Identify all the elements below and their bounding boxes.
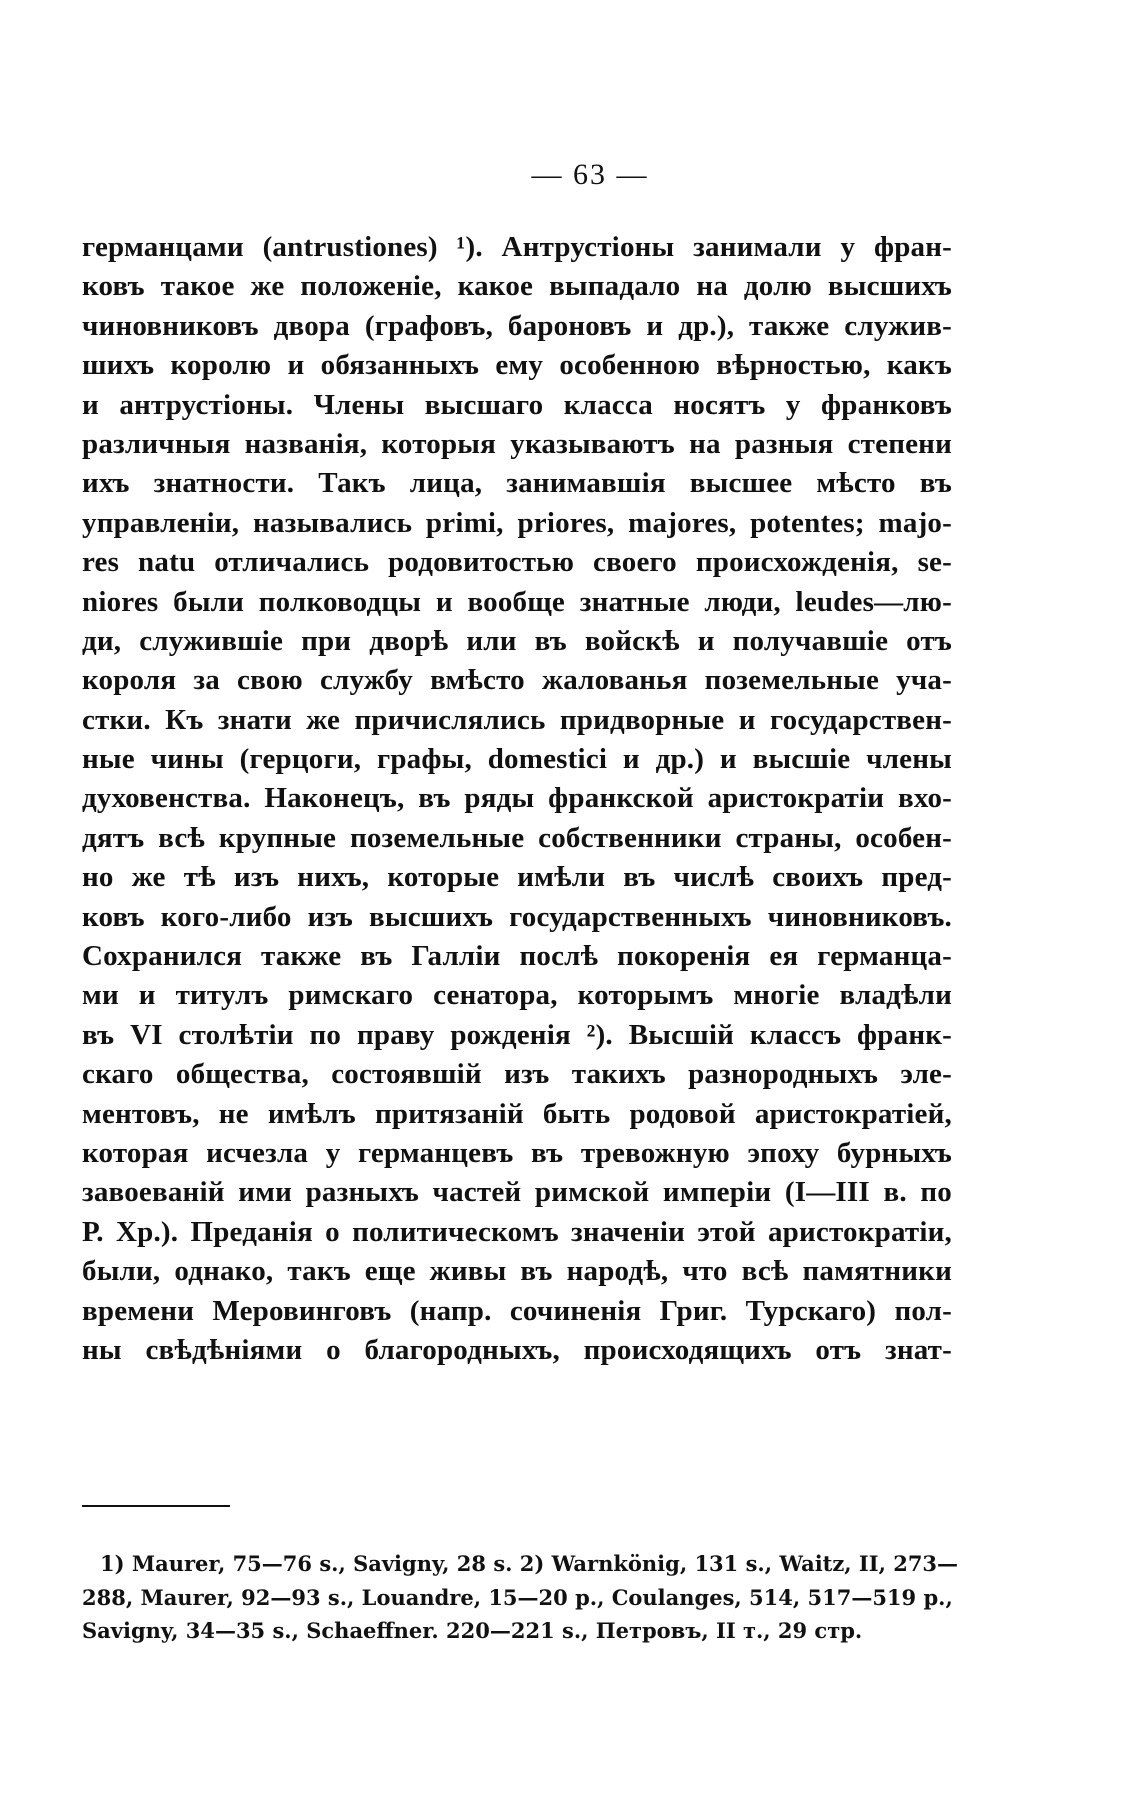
body-text-line: шихъ королю и обязанныхъ ему особенною вѣрностью, какъ [82,349,952,382]
body-text-line: которая исчезла у германцевъ въ тревожную эпоху бурныхъ [82,1136,952,1169]
body-text-line: дятъ всѣ крупные поземельные собственники страны, особен- [82,821,952,854]
body-text-line: духовенства. Наконецъ, въ ряды франкской аристократіи вхо- [82,782,952,815]
body-text-line: ные чины (герцоги, графы, domestici и др.) и высшіе члены [82,743,952,776]
body-text-line: niores были полководцы и вообще знатные люди, leudes—лю- [82,585,952,618]
body-text-line: въ VI столѣтіи по праву рожденія ²). Высшій классъ франк- [82,1018,952,1051]
body-text-line: ментовъ, не имѣлъ притязаній быть родовой аристократіей, [82,1097,952,1130]
body-text-line: короля за свою службу вмѣсто жалованья поземельные уча- [82,664,952,697]
body-text-line: но же тѣ изъ нихъ, которые имѣли въ числѣ своихъ пред- [82,861,952,894]
body-text-line: res natu отличались родовитостью своего происхожденія, se- [82,546,952,579]
body-text-line: ихъ знатности. Такъ лица, занимавшія высшее мѣсто въ [82,467,952,500]
body-text-line: и антрустіоны. Члены высшаго класса носятъ у франковъ [82,388,952,421]
footnotes [82,1547,959,1648]
body-text-line: Р. Хр.). Преданія о политическомъ значеніи этой аристократіи, [82,1215,952,1248]
body-text-line: завоеваній ими разныхъ частей римской имперіи (I—III в. по [82,1176,952,1209]
body-text-line: ковъ кого-либо изъ высшихъ государственныхъ чиновниковъ. [82,900,952,933]
body-text-line: различныя названія, которыя указываютъ на разныя степени [82,427,952,460]
body-text-line: ми и титулъ римскаго сенатора, которымъ многіе владѣли [82,979,952,1012]
body-text-line: управленіи, назывались primi, priores, majores, potentes; majo- [82,506,952,539]
body-text-line: ди, служившіе при дворѣ или въ войскѣ и получавшіе отъ [82,624,952,657]
footnote-line: Savigny, 34—35 s., Schaeffner. 220—221 s., Петровъ, II т., 29 стр. [82,1618,863,1643]
body-text [82,228,952,1370]
body-text-line: были, однако, такъ еще живы въ народѣ, что всѣ памятники [82,1255,952,1288]
footnote-line: 1) Maurer, 75—76 s., Savigny, 28 s. 2) Warnkönig, 131 s., Waitz, II, 273— [100,1551,959,1576]
body-text-line: чиновниковъ двора (графовъ, бароновъ и др.), также служив- [82,309,952,342]
body-text-line: времени Меровинговъ (напр. сочиненія Григ. Турскаго) пол- [82,1294,952,1327]
page-number: — 63 — [531,158,649,191]
body-text-line: скаго общества, состоявшій изъ такихъ разнородныхъ эле- [82,1058,952,1091]
body-text-line: ны свѣдѣніями о благородныхъ, происходящихъ отъ знат- [82,1333,952,1366]
body-text-line: ковъ такое же положеніе, какое выпадало на долю высшихъ [82,270,952,303]
body-text-line: Сохранился также въ Галліи послѣ покоренія ея германца- [82,940,952,973]
footnote-line: 288, Maurer, 92—93 s., Louandre, 15—20 p., Coulanges, 514, 517—519 p., [82,1584,953,1610]
body-text-line: стки. Къ знати же причислялись придворные и государствен- [82,703,952,736]
footnote-divider [82,1505,230,1507]
body-text-line: германцами (antrustiones) ¹). Антрустіоны занимали у фран- [82,231,952,263]
